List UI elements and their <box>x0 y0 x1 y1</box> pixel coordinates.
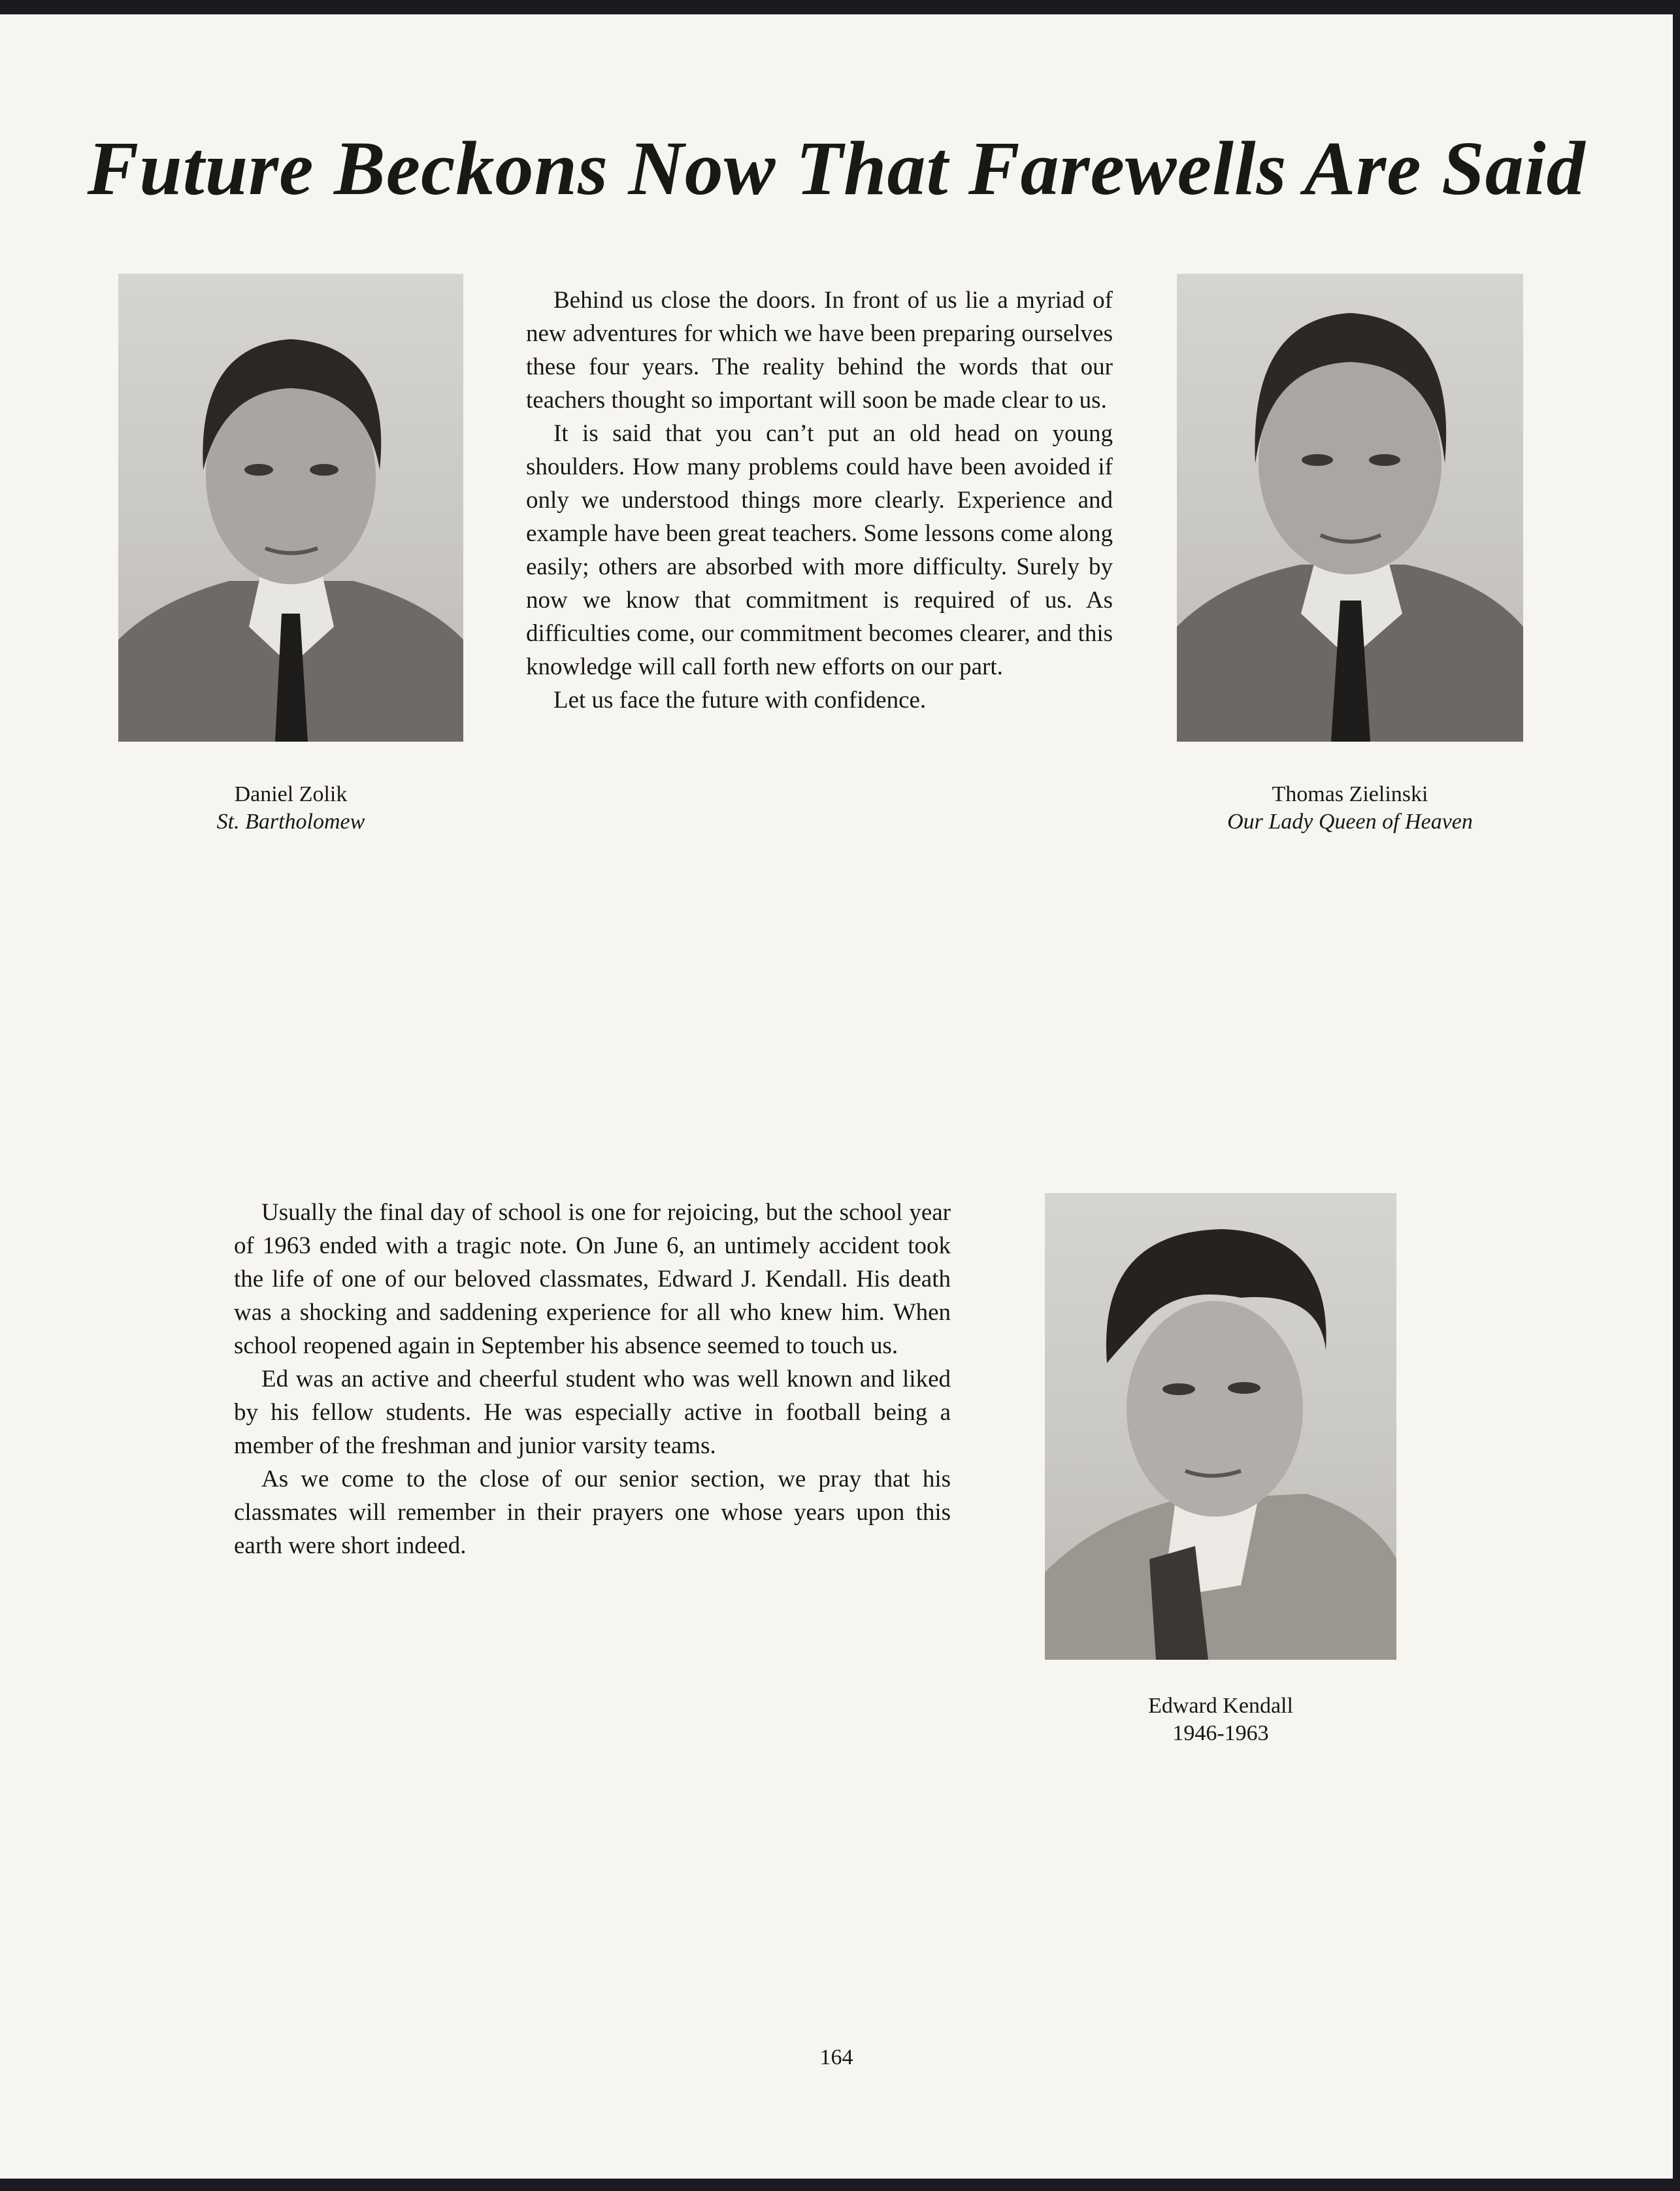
student-parish: St. Bartholomew <box>216 810 365 834</box>
paragraph: Ed was an active and cheerful student who was well known and liked by his fellow students. He was especially active in football being a member of the freshman and junior varsity teams. <box>234 1366 951 1459</box>
caption-edward-kendall <box>1045 1692 1396 1747</box>
caption-daniel-zolik <box>118 781 463 836</box>
paragraph: As we come to the close of our senior section, we pray that his classmates will remember in their prayers one whose years upon this earth were short indeed. <box>234 1466 951 1559</box>
memorial-text-block <box>234 1196 951 1562</box>
portrait-photo-edward-kendall <box>1045 1193 1396 1660</box>
life-years: 1946-1963 <box>1172 1721 1269 1745</box>
portrait-photo-daniel-zolik <box>118 274 463 742</box>
yearbook-page <box>0 14 1673 2179</box>
farewell-text-block <box>526 284 1113 717</box>
caption-thomas-zielinski <box>1164 781 1536 836</box>
student-name: Edward Kendall <box>1148 1694 1293 1718</box>
paragraph: Behind us close the doors. In front of us lie a myriad of new adventures for which we have been preparing ourselves these four years. The reality behind the words that our teachers thought so important will soon be made clear to us. <box>526 287 1113 414</box>
student-name: Daniel Zolik <box>234 782 348 806</box>
page-number: 164 <box>819 2045 853 2069</box>
paragraph: It is said that you can’t put an old head on young shoulders. How many problems could have been avoided if only we understood things more clearly. Experience and example have been great teachers. Some lessons come along easily; others are absorbed with more difficulty. Surely by now we know that commitment is required of us. As difficulties come, our commitment becomes clearer, and this knowledge will call forth new efforts on our part. <box>526 420 1113 680</box>
student-parish: Our Lady Queen of Heaven <box>1227 810 1473 834</box>
paragraph: Let us face the future with confidence. <box>553 687 927 714</box>
student-name: Thomas Zielinski <box>1272 782 1428 806</box>
page-title: Future Beckons Now That Farewells Are Said <box>87 125 1586 211</box>
paragraph: Usually the final day of school is one for rejoicing, but the school year of 1963 ended with a tragic note. On June 6, an untimely accident took the life of one of our beloved classmates, Edward J. Kendall. His death was a shocking and saddening experience for all who knew him. When school reopened again in September his absence seemed to touch us. <box>234 1199 951 1359</box>
portrait-photo-thomas-zielinski <box>1177 274 1523 742</box>
